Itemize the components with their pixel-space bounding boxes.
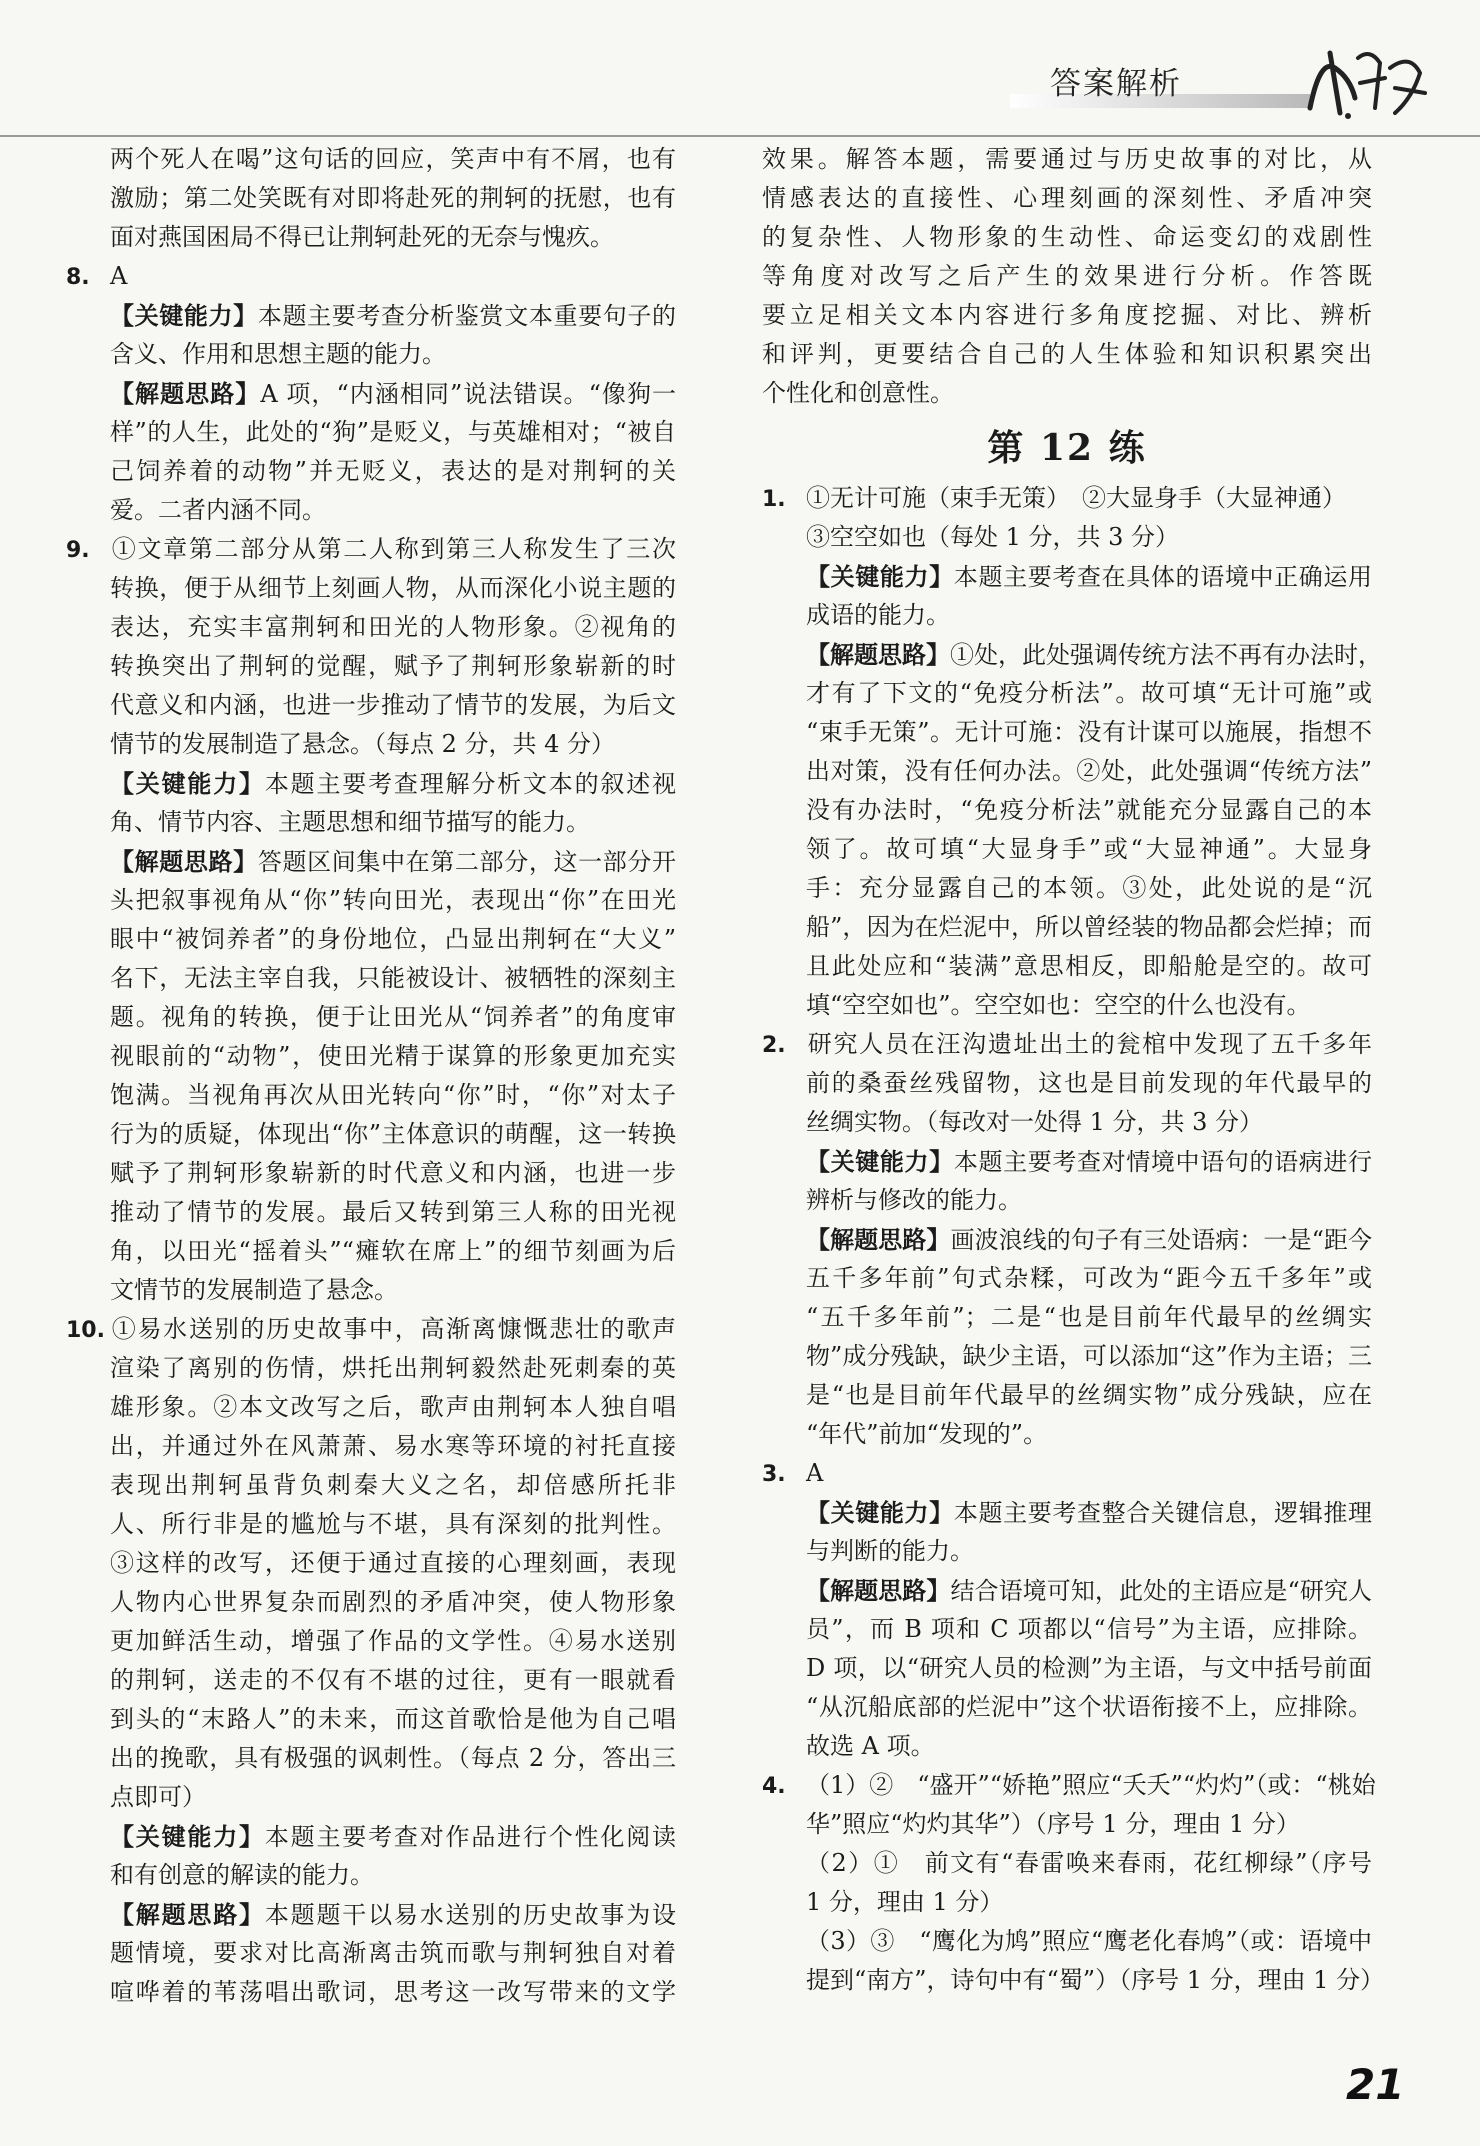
keyword-label: 【解题思路】 — [110, 847, 258, 876]
line-text: 填“空空如也”。空空如也：空空的什么也没有。 — [806, 991, 1311, 1019]
line-text: 本题主要考查对情境中语句的语病进行 — [953, 1148, 1373, 1176]
keyword-label: 【关键能力】 — [110, 769, 265, 798]
line-text: 情节的发展制造了悬念。（每点 2 分，共 4 分） — [110, 730, 616, 758]
line-text: 员”，而 B 项和 C 项都以“信号”为主语，应排除。 — [806, 1615, 1372, 1643]
text-line — [66, 452, 676, 491]
text-line — [66, 1700, 676, 1739]
text-line — [762, 335, 1372, 374]
question-number: 9. — [66, 538, 90, 563]
question-number: 4. — [762, 1774, 786, 1799]
text-line — [66, 1973, 676, 2012]
text-line — [762, 1883, 1372, 1922]
line-text: 的荆轲，送走的不仅有不堪的过往，更有一眼就看 — [110, 1666, 676, 1694]
text-line — [762, 674, 1372, 713]
text-line — [66, 257, 676, 296]
text-line — [762, 1103, 1372, 1142]
text-line — [66, 998, 676, 1037]
line-text: 结合语境可知，此处的主语应是“研究人 — [950, 1577, 1372, 1605]
line-text: 题情境，要求对比高渐离击筑而歌与荆轲独自对着 — [110, 1939, 676, 1967]
line-text: 激励；第二处笑既有对即将赴死的荆轲的抚慰，也有 — [110, 184, 676, 212]
page-number: 21 — [1346, 2060, 1405, 2109]
text-line — [66, 1739, 676, 1778]
line-text: 辨析与修改的能力。 — [806, 1186, 1022, 1214]
line-text: ①文章第二部分从第二人称到第三人称发生了三次 — [110, 535, 676, 563]
line-text: 要立足相关文本内容进行多角度挖掘、对比、辨析 — [762, 301, 1372, 329]
text-line — [66, 1544, 676, 1583]
text-line — [66, 1466, 676, 1505]
text-line — [66, 1115, 676, 1154]
question-number: 2. — [762, 1033, 786, 1058]
line-text: 个性化和创意性。 — [762, 379, 954, 407]
header-title: 答案解析 — [1050, 66, 1182, 102]
line-text: 人物内心世界复杂而剧烈的矛盾冲突，使人物形象 — [110, 1588, 676, 1616]
line-text: 本题主要考查在具体的语境中正确运用 — [953, 563, 1373, 591]
keyword-label: 【解题思路】 — [110, 1900, 265, 1929]
text-line — [66, 1856, 676, 1895]
text-line — [762, 1493, 1372, 1532]
line-text: 赋予了荆轲形象崭新的时代意义和内涵，也进一步 — [110, 1159, 676, 1187]
line-text: 和评判，更要结合自己的人生体验和知识积累突出 — [762, 340, 1372, 368]
text-line — [762, 1220, 1372, 1259]
section-title: 第 12 练 — [987, 427, 1147, 469]
line-text: 没有办法时，“免疫分析法”就能充分显露自己的本 — [806, 796, 1372, 824]
text-line — [762, 908, 1372, 947]
line-text: ①无计可施（束手无策） ②大显身手（大显神通） — [806, 484, 1346, 512]
text-line — [762, 596, 1372, 635]
text-line — [762, 986, 1372, 1025]
right-column-top — [762, 140, 1372, 413]
text-line — [762, 479, 1372, 518]
line-text: “束手无策”。无计可施：没有计谋可以施展，指想不 — [806, 718, 1372, 746]
text-line — [66, 1310, 676, 1349]
keyword-label: 【解题思路】 — [806, 1225, 951, 1254]
text-line — [762, 1064, 1372, 1103]
line-text: 领了。故可填“大显身手”或“大显神通”。大显身 — [806, 835, 1372, 863]
line-text: 提到“南方”，诗句中有“蜀”）（序号 1 分，理由 1 分） — [806, 1966, 1385, 1994]
text-line — [762, 557, 1372, 596]
text-line — [762, 1649, 1372, 1688]
left-column — [66, 140, 676, 2012]
line-text: 雄形象。②本文改写之后，歌声由荆轲本人独自唱 — [110, 1393, 676, 1421]
text-line — [66, 1661, 676, 1700]
line-text: 研究人员在汪沟遗址出土的瓮棺中发现了五千多年 — [806, 1030, 1372, 1058]
line-text: 是“也是目前年代最早的丝绸实物”成分残缺，应在 — [806, 1381, 1372, 1409]
text-line — [762, 257, 1372, 296]
line-text: 画波浪线的句子有三处语病：一是“距今 — [950, 1226, 1372, 1254]
line-text: 故选 A 项。 — [806, 1732, 935, 1760]
line-text: “从沉船底部的烂泥中”这个状语衔接不上，应排除。 — [806, 1693, 1372, 1721]
text-line — [66, 803, 676, 842]
text-line — [762, 1298, 1372, 1337]
line-text: 丝绸实物。（每改对一处得 1 分，共 3 分） — [806, 1108, 1264, 1136]
text-line — [66, 1934, 676, 1973]
line-text: 表现出荆轲虽背负刺秦大义之名，却倍感所托非 — [110, 1471, 676, 1499]
page-header — [0, 0, 1480, 140]
line-text: 己饲养着的动物”并无贬义，表达的是对荆轲的关 — [110, 457, 676, 485]
text-line — [66, 218, 676, 257]
text-line — [66, 608, 676, 647]
text-line — [762, 1337, 1372, 1376]
text-line — [66, 530, 676, 569]
text-line — [762, 713, 1372, 752]
line-text: 两个死人在喝”这句话的回应，笑声中有不屑，也有 — [110, 145, 676, 173]
line-text: A 项，“内涵相同”说法错误。“像狗一 — [260, 380, 676, 408]
line-text: 成语的能力。 — [806, 601, 950, 629]
text-line — [66, 1817, 676, 1856]
text-line — [762, 1454, 1372, 1493]
line-text: 到头的“末路人”的未来，而这首歌恰是他为自己唱 — [110, 1705, 676, 1733]
line-text: （2）① 前文有“春雷唤来春雨，花红柳绿”（序号 — [806, 1849, 1372, 1877]
text-line — [762, 1844, 1372, 1883]
line-text: 文情节的发展制造了悬念。 — [110, 1276, 398, 1304]
text-line — [762, 1025, 1372, 1064]
text-line — [762, 1571, 1372, 1610]
line-text: 本题主要考查分析鉴赏文本重要句子的 — [257, 302, 677, 330]
text-line — [762, 1766, 1376, 1805]
text-line — [66, 959, 676, 998]
line-text: 头把叙事视角从“你”转向田光，表现出“你”在田光 — [110, 886, 676, 914]
line-text: 推动了情节的发展。最后又转到第三人称的田光视 — [110, 1198, 676, 1226]
header-rule — [0, 135, 1480, 137]
line-text: 角，以田光“摇着头”“瘫软在席上”的细节刻画为后 — [110, 1237, 676, 1265]
text-line — [762, 1688, 1372, 1727]
line-text: 船”，因为在烂泥中，所以曾经装的物品都会烂掉；而 — [806, 913, 1372, 941]
text-line — [762, 218, 1372, 257]
text-line — [762, 791, 1372, 830]
line-text: 本题主要考查对作品进行个性化阅读 — [264, 1823, 677, 1851]
text-line — [66, 764, 676, 803]
line-text: 代意义和内涵，也进一步推动了情节的发展，为后文 — [110, 691, 676, 719]
line-text: 出对策，没有任何办法。②处，此处强调“传统方法” — [806, 757, 1372, 785]
text-line — [762, 1142, 1372, 1181]
question-number: 8. — [66, 265, 90, 290]
line-text: 答题区间集中在第二部分，这一部分开 — [257, 848, 677, 876]
text-line — [66, 374, 676, 413]
question-number: 3. — [762, 1462, 786, 1487]
line-text: 样”的人生，此处的“狗”是贬义，与英雄相对；“被自 — [110, 418, 676, 446]
line-text: 渲染了离别的伤情，烘托出荆轲毅然赴死刺秦的英 — [110, 1354, 676, 1382]
text-line — [762, 179, 1372, 218]
text-line — [66, 491, 676, 530]
text-line — [66, 1388, 676, 1427]
text-line — [762, 518, 1372, 557]
text-line — [66, 842, 676, 881]
text-line — [66, 140, 676, 179]
text-line — [66, 296, 676, 335]
line-text: 情感表达的直接性、心理刻画的深刻性、矛盾冲突 — [762, 184, 1372, 212]
text-line — [762, 1610, 1372, 1649]
line-text: 点即可） — [110, 1783, 206, 1811]
keyword-label: 【关键能力】 — [806, 1147, 954, 1176]
text-line — [762, 947, 1372, 986]
keyword-label: 【关键能力】 — [806, 562, 954, 591]
line-text: 行为的质疑，体现出“你”主体意识的萌醒，这一转换 — [110, 1120, 676, 1148]
line-text: 视眼前的“动物”，使田光精于谋算的形象更加充实 — [110, 1042, 676, 1070]
line-text: ①处，此处强调传统方法不再有办法时， — [950, 641, 1382, 669]
line-text: 物”成分残缺，缺少主语，可以添加“这”作为主语；三 — [806, 1342, 1372, 1370]
text-line — [66, 725, 676, 764]
text-line — [66, 1583, 676, 1622]
text-line — [762, 296, 1372, 335]
line-text: 人、所行非是的尴尬与不堪，具有深刻的批判性。 — [110, 1510, 676, 1538]
keyword-label: 【关键能力】 — [110, 1822, 265, 1851]
line-text: “五千多年前”；二是“也是目前年代最早的丝绸实 — [806, 1303, 1372, 1331]
line-text: 角、情节内容、主题思想和细节描写的能力。 — [110, 808, 590, 836]
line-text: “年代”前加“发现的”。 — [806, 1420, 1048, 1448]
text-line — [762, 1415, 1372, 1454]
keyword-label: 【关键能力】 — [806, 1498, 954, 1527]
line-text: 本题题干以易水送别的历史故事为设 — [264, 1901, 677, 1929]
line-text: （3）③ “鹰化为鸠”照应“鹰老化春鸠”（或：语境中 — [806, 1927, 1372, 1955]
text-line — [762, 752, 1372, 791]
line-text: ③这样的改写，还便于通过直接的心理刻画，表现 — [110, 1549, 676, 1577]
text-line — [762, 1805, 1372, 1844]
text-line — [66, 335, 676, 374]
line-text: 手：充分显露自己的本领。③处，此处说的是“沉 — [806, 874, 1372, 902]
line-text: 华”照应“灼灼其华”）（序号 1 分，理由 1 分） — [806, 1810, 1300, 1838]
line-text: 更加鲜活生动，增强了作品的文学性。④易水送别 — [110, 1627, 676, 1655]
line-text: 表达，充实丰富荆轲和田光的人物形象。②视角的 — [110, 613, 676, 641]
line-text: 爱。二者内涵不同。 — [110, 496, 326, 524]
line-text: （1）② “盛开”“娇艳”照应“夭夭”“灼灼”（或：“桃始 — [806, 1771, 1376, 1799]
keyword-label: 【解题思路】 — [110, 379, 261, 408]
line-text: 饱满。当视角再次从田光转向“你”时，“你”对太子 — [110, 1081, 676, 1109]
brand-logo — [1300, 38, 1430, 128]
line-text: 出的挽歌，具有极强的讽刺性。（每点 2 分，答出三 — [110, 1744, 676, 1772]
line-text: 五千多年前”句式杂糅，可改为“距今五千多年”或 — [806, 1264, 1372, 1292]
text-line — [66, 1427, 676, 1466]
line-text: 效果。解答本题，需要通过与历史故事的对比，从 — [762, 145, 1372, 173]
text-line — [762, 635, 1382, 674]
keyword-label: 【解题思路】 — [806, 640, 950, 669]
line-text: 题。视角的转换，便于让田光从“饲养者”的角度审 — [110, 1003, 676, 1031]
text-line — [66, 1193, 676, 1232]
text-line — [762, 1922, 1372, 1961]
keyword-label: 【关键能力】 — [110, 301, 258, 330]
line-text: ③空空如也（每处 1 分，共 3 分） — [806, 523, 1180, 551]
text-line — [762, 1727, 1372, 1766]
text-line — [66, 1037, 676, 1076]
line-text: 面对燕国困局不得已让荆轲赴死的无奈与愧疚。 — [110, 223, 614, 251]
text-line — [762, 374, 1372, 413]
text-line — [762, 1532, 1372, 1571]
text-line — [762, 1259, 1372, 1298]
line-text: 等角度对改写之后产生的效果进行分析。作答既 — [762, 262, 1372, 290]
line-text: 和有创意的解读的能力。 — [110, 1861, 374, 1889]
text-line — [762, 1181, 1372, 1220]
text-line — [66, 1778, 676, 1817]
right-column — [762, 140, 1385, 2000]
text-line — [762, 1376, 1372, 1415]
line-text: 前的桑蚕丝残留物，这也是目前发现的年代最早的 — [806, 1069, 1372, 1097]
line-text: 出，并通过外在风萧萧、易水寒等环境的衬托直接 — [110, 1432, 676, 1460]
text-line — [762, 830, 1372, 869]
line-text: 喧哗着的苇荡唱出歌词，思考这一改写带来的文学 — [110, 1978, 676, 2006]
line-text: 转换，便于从细节上刻画人物，从而深化小说主题的 — [110, 574, 676, 602]
text-line — [66, 1154, 676, 1193]
line-text: 1 分，理由 1 分） — [806, 1888, 1004, 1916]
text-line — [66, 1076, 676, 1115]
line-text: 转换突出了荆轲的觉醒，赋予了荆轲形象崭新的时 — [110, 652, 676, 680]
text-line — [66, 1271, 676, 1310]
keyword-label: 【解题思路】 — [806, 1576, 951, 1605]
line-text: 且此处应和“装满”意思相反，即船舱是空的。故可 — [806, 952, 1372, 980]
text-line — [66, 881, 676, 920]
text-line — [762, 869, 1372, 908]
text-line — [66, 413, 676, 452]
text-line — [66, 1232, 676, 1271]
line-text: A — [806, 1459, 824, 1487]
right-column-bottom — [762, 479, 1385, 2000]
line-text: 才有了下文的“免疫分析法”。故可填“无计可施”或 — [806, 679, 1372, 707]
line-text: 与判断的能力。 — [806, 1537, 974, 1565]
question-number: 10. — [66, 1318, 105, 1343]
text-line — [762, 1961, 1385, 2000]
line-text: 含义、作用和思想主题的能力。 — [110, 340, 446, 368]
text-line — [66, 1622, 676, 1661]
text-line — [66, 647, 676, 686]
text-line — [66, 179, 676, 218]
line-text: 本题主要考查整合关键信息，逻辑推理 — [953, 1499, 1373, 1527]
text-line — [66, 1895, 676, 1934]
line-text: 本题主要考查理解分析文本的叙述视 — [264, 770, 677, 798]
text-line — [66, 686, 676, 725]
line-text: 眼中“被饲养者”的身份地位，凸显出荆轲在“大义” — [110, 925, 676, 953]
line-text: 的复杂性、人物形象的生动性、命运变幻的戏剧性 — [762, 223, 1372, 251]
text-line — [66, 1349, 676, 1388]
line-text: A — [110, 262, 128, 290]
line-text: 名下，无法主宰自我，只能被设计、被牺牲的深刻主 — [110, 964, 676, 992]
text-line — [66, 569, 676, 608]
text-line — [66, 920, 676, 959]
text-line — [762, 140, 1372, 179]
line-text: ①易水送别的历史故事中，高渐离慷慨悲壮的歌声 — [110, 1315, 676, 1343]
question-number: 1. — [762, 487, 786, 512]
text-line — [66, 1505, 676, 1544]
line-text: D 项，以“研究人员的检测”为主语，与文中括号前面 — [806, 1654, 1372, 1682]
